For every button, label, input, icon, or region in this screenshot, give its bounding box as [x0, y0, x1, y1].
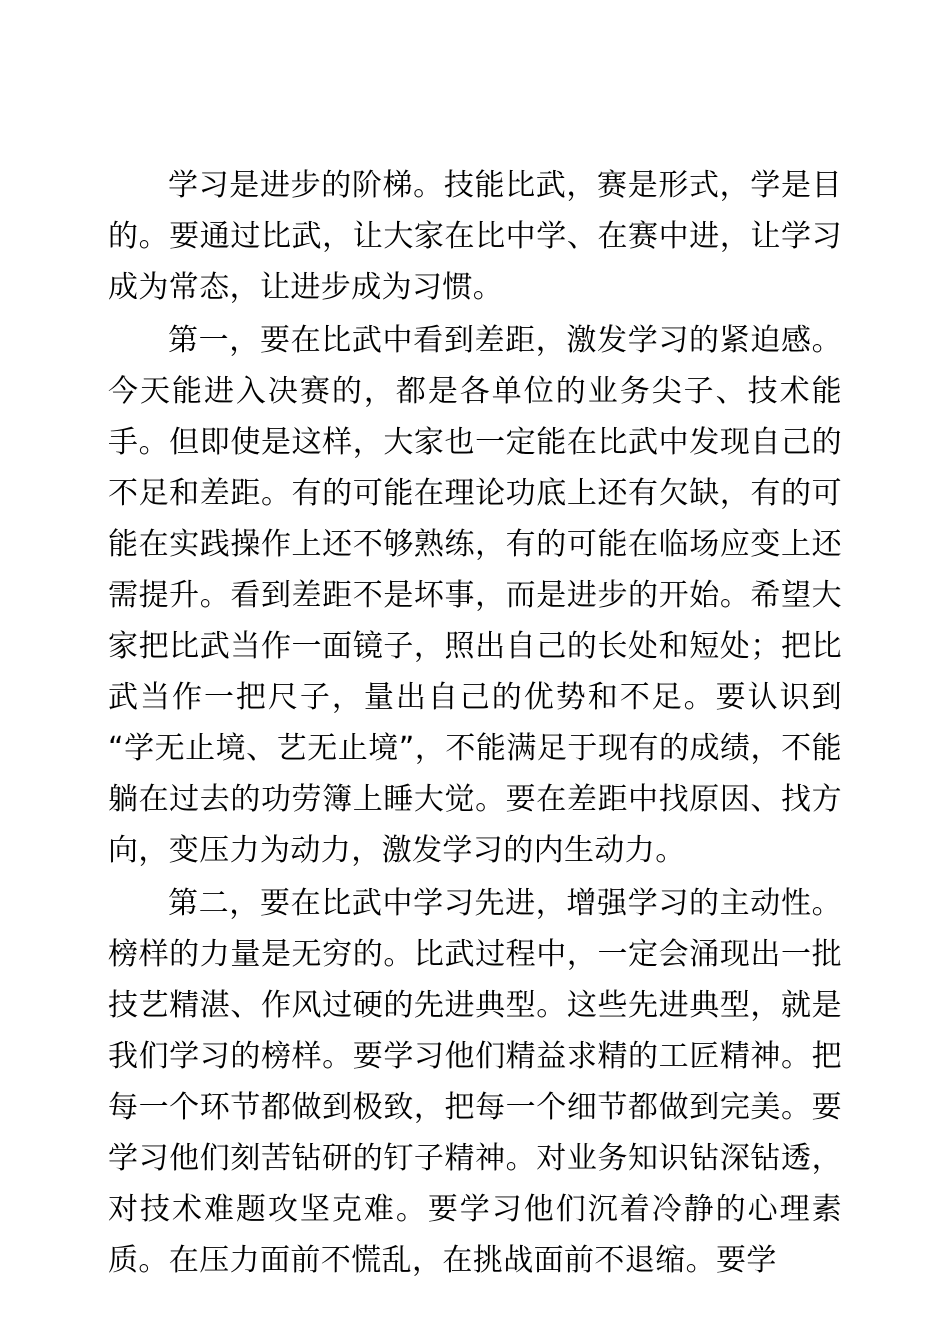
paragraph-3: 第二，要在比武中学习先进，增强学习的主动性。榜样的力量是无穷的。比武过程中，一定会涌现出一批技艺精湛、作风过硬的先进典型。这些先进典型，就是我们学习的榜样。要学习他们精益求精的工匠精神。把每一个环节都做到极致，把每一个细节都做到完美。要学习他们刻苦钻研的钉子精神。对业务知识钻深钻透，对技术难题攻坚克难。要学习他们沉着冷静的心理素质。在压力面前不慌乱，在挑战面前不退缩。要学: [108, 886, 842, 1278]
paragraph-2: 第一，要在比武中看到差距，激发学习的紧迫感。今天能进入决赛的，都是各单位的业务尖子、技术能手。但即使是这样，大家也一定能在比武中发现自己的不足和差距。有的可能在理论功底上还有欠缺，有的可能在实践操作上还不够熟练，有的可能在临场应变上还需提升。看到差距不是坏事，而是进步的开始。希望大家把比武当作一面镜子，照出自己的长处和短处；把比武当作一把尺子，量出自己的优势和不足。要认识到“学无止境、艺无止境”，不能满足于现有的成绩，不能躺在过去的功劳簿上睡大觉。要在差距中找原因、找方向，变压力为动力，激发学习的内生动力。: [108, 323, 842, 868]
paragraph-1: 学习是进步的阶梯。技能比武，赛是形式，学是目的。要通过比武，让大家在比中学、在赛中进，让学习成为常态，让进步成为习惯。: [108, 168, 842, 305]
document-body: [108, 160, 842, 1286]
